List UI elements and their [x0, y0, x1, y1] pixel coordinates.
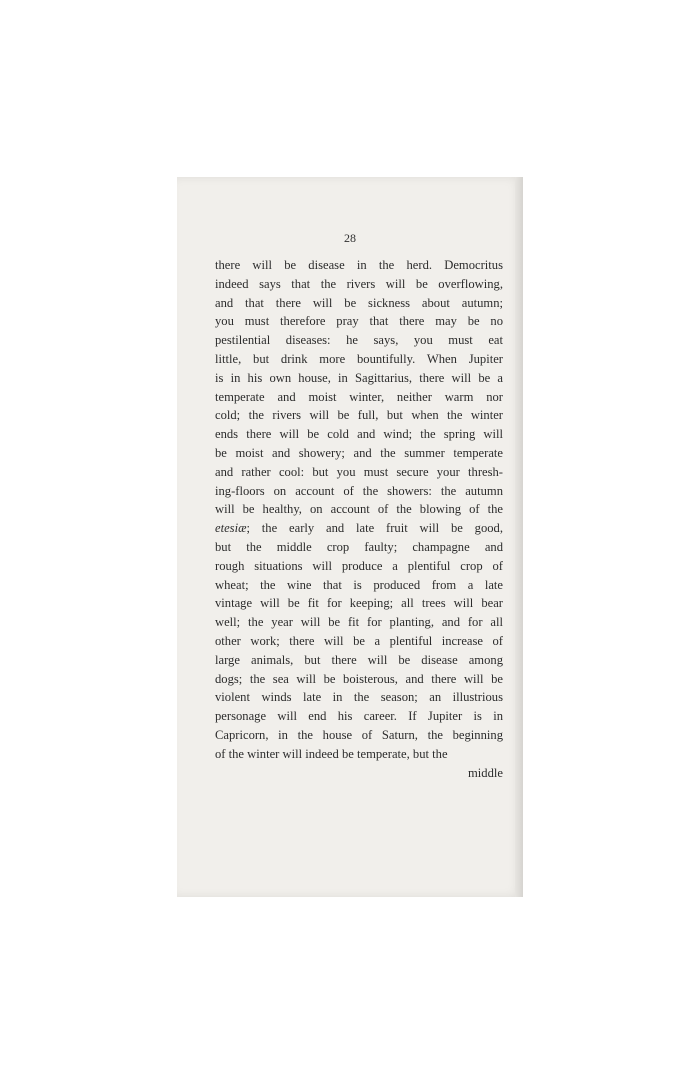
text-line: rough situations will produce a plentiful crop of	[215, 558, 503, 573]
text-line: be moist and showery; and the summer temperate	[215, 445, 503, 460]
body-text	[215, 256, 503, 782]
text-line: violent winds late in the season; an illustrious	[215, 690, 503, 705]
text-line: there will be disease in the herd. Democritus	[215, 258, 503, 272]
catchword: middle	[468, 765, 503, 780]
text-line: of the winter will indeed be temperate, but the	[215, 746, 448, 761]
text-line: personage will end his career. If Jupiter is in	[215, 709, 503, 724]
text-line: dogs; the sea will be boisterous, and there will be	[215, 671, 503, 686]
text-line: you must therefore pray that there may be no	[215, 314, 503, 329]
text-line: wheat; the wine that is produced from a late	[215, 577, 503, 592]
text-line: ends there will be cold and wind; the spring will	[215, 427, 503, 442]
page-edge-shadow	[515, 177, 523, 897]
book-page	[177, 177, 523, 897]
text-line: large animals, but there will be disease among	[215, 652, 503, 667]
text-line: will be healthy, on account of the blowing of the	[215, 502, 503, 517]
text-line: etesiæ; the early and late fruit will be good,	[215, 521, 503, 536]
italic-term: etesiæ	[215, 521, 247, 536]
text-line: is in his own house, in Sagittarius, there will be a	[215, 370, 503, 385]
text-line: and that there will be sickness about autumn;	[215, 295, 503, 310]
text-line: other work; there will be a plentiful increase of	[215, 633, 503, 648]
text-line: well; the year will be fit for planting, and for all	[215, 615, 503, 630]
page-number: 28	[344, 231, 356, 245]
text-line: indeed says that the rivers will be overflowing,	[215, 276, 503, 291]
text-line: little, but drink more bountifully. When Jupiter	[215, 351, 503, 366]
text-line: temperate and moist winter, neither warm nor	[215, 389, 503, 404]
text-line: pestilential diseases: he says, you must eat	[215, 333, 503, 348]
text-line: Capricorn, in the house of Saturn, the beginning	[215, 727, 503, 742]
text-line: but the middle crop faulty; champagne and	[215, 539, 503, 554]
text-line: and rather cool: but you must secure your thresh-	[215, 464, 503, 479]
text-line: cold; the rivers will be full, but when the winter	[215, 408, 503, 423]
text-line: ing-floors on account of the showers: the autumn	[215, 483, 503, 498]
text-line: vintage will be fit for keeping; all trees will bear	[215, 596, 503, 611]
